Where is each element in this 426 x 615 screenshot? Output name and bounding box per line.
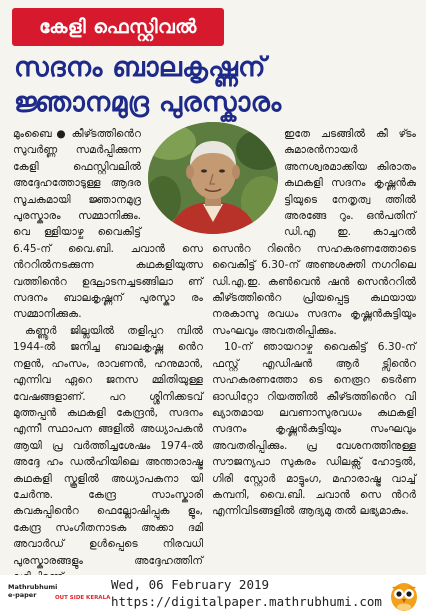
headline-line-1: സദനം ബാലകൃഷ്ണന് [14,52,266,83]
mathrubhumi-logo [8,583,57,599]
portrait-photo [148,122,278,234]
left-paragraph-1: മുംബൈ ● കീഴ്ടത്തിൻെറ സുവർണ്ണ സമർപ്പിക്കുന്ന കേളി ഫെസ്റ്റിവലിൽ അദ്ദേഹത്തോടുള്ള ആദര സൂചകമായി ജ്ഞാനമുദ്ര പുരസ്കാരം സമ്മാനിക്കും. വെ ള്ളിയാഴ്ച വൈകിട്ട് 6.45-ന് വൈ.ബി. ചവാൻ സെ ൻററിൽനടക്കുന്ന കഥകളിയുത്സ വത്തിൻെറ ഉദ്ഘാടനച്ചടങ്ങിലാ ണ് സദനം ബാലകൃഷ്ണന് പുരസ്കാ രം സമ്മാനിക്കുക. [13,128,203,321]
source-url[interactable]: https://digitalpaper.mathrubhumi.com [111,594,382,609]
owl-icon [387,578,421,612]
headline-line-2: ജ്ഞാനമുദ്ര പുരസ്കാരം [14,87,282,118]
right-paragraph-2: 10-ന് ഞായറാഴ്ച വൈകിട്ട് 6.30-ന് ഫസ്റ്റ് എഡിഷൻ ആർ ട്സിൻെറ സഹകരണത്തോ ടെ നെരൂറ ടെർണ ഓഡിറ്റോ റിയത്തിൽ കീഴ്ടത്തിൻെറ വി ഖ്യാതമായ ലവണാസുരവധം കഥകളി സദനം കൃഷ്ണൻകുട്ടിയും സംഘവും അവതരിപ്പിക്കും. പ്ര വേശനത്തിനുള്ള സൗജന്യപാ സുകരം ഡിലക്സ് ഹോട്ടൽ, ഗിരി സ്റ്റോർ മാട്ടുംഗ, മഹാരാഷ്ട്ര വാച്ച് കമ്പനി, വൈ.ബി. ചവാൻ സെ ൻറർ എന്നിവിടങ്ങളിൽ ആദ്യമു തൽ ലഭ്യമാകും. [212,341,416,518]
epaper-footer [0,575,426,615]
right-paragraph-1: ഇതേ ചടങ്ങിൽ കീ ഴ്ടം കുമാരൻനായർ അനശ്വരമാക്കിയ കിരാതം കഥകളി സദനം കൃഷ്ണൻകു ട്ടിയുടെ നേതൃത്വ ത്തിൽ അരങ്ങേ റും. ഒൻപതിന് ഡി.എ ഇ. കാച്ചറൽ സെൻറ റിൻെറ സഹകരണത്തോടെ വൈകിട്ട് 6.30-ന് അണുശക്തി നഗറിലെ ഡി.എ.ഇ. കൺവെൻ ഷൻ സെൻററിൽ കീഴ്ടത്തിൻെറ പ്രിയപ്പെട്ട കഥയായ നരകാസു രവധം സദനം കൃഷ്ണൻകുട്ടിയും സംഘവും അവതരിപ്പിക്കും. [212,128,416,337]
section-tag: OUT SIDE KERALA [55,595,111,601]
logo-line-1: Mathrubhumi [8,583,58,591]
article-kicker: കേളി ഫെസ്റ്റിവൽ [12,8,224,46]
left-paragraph-2: കണ്ണൂർ ജില്ലയിൽ തളിപ്പറ മ്പിൽ 1944-ൽ ജനിച്ച ബാലകൃഷ്ണ ൻെറ നളൻ, ഹംസം, രാവണൻ, ഹനുമാൻ, എന്നിവ ഏറെ ജനസ മ്മിതിയുള്ള വേഷങ്ങളാണ്. പറ ശ്ശിനിക്കടവ് മുത്തപ്പൻ കഥകളി കേന്ദ്രൻ, സദനം എന്നീ സ്ഥാപന ങ്ങളിൽ അധ്യാപകൻ ആയി പ്ര വർത്തിച്ചശേഷം 1974-ൽ അദ്ദേ ഹം ഡൽഹിയിലെ അന്താരാഷ്ട്ര കഥകളി സ്കൂളിൽ അധ്യാപകനാ യി ചേർന്നു. കേന്ദ്ര സാംസ്കാരി കവകുപ്പിൻെറ ഫെല്ലോഷിപ്പുക ളും, കേന്ദ്ര സംഗീതനാടക അക്കാ ദമി അവാർഡ് ഉൾപ്പെടെ നിരവധി പുരസ്കാരങ്ങളും അദ്ദേഹത്തിന് [13,324,203,567]
publication-date: Wed, 06 February 2019 [111,577,270,592]
logo-line-2: e-paper [8,591,37,599]
